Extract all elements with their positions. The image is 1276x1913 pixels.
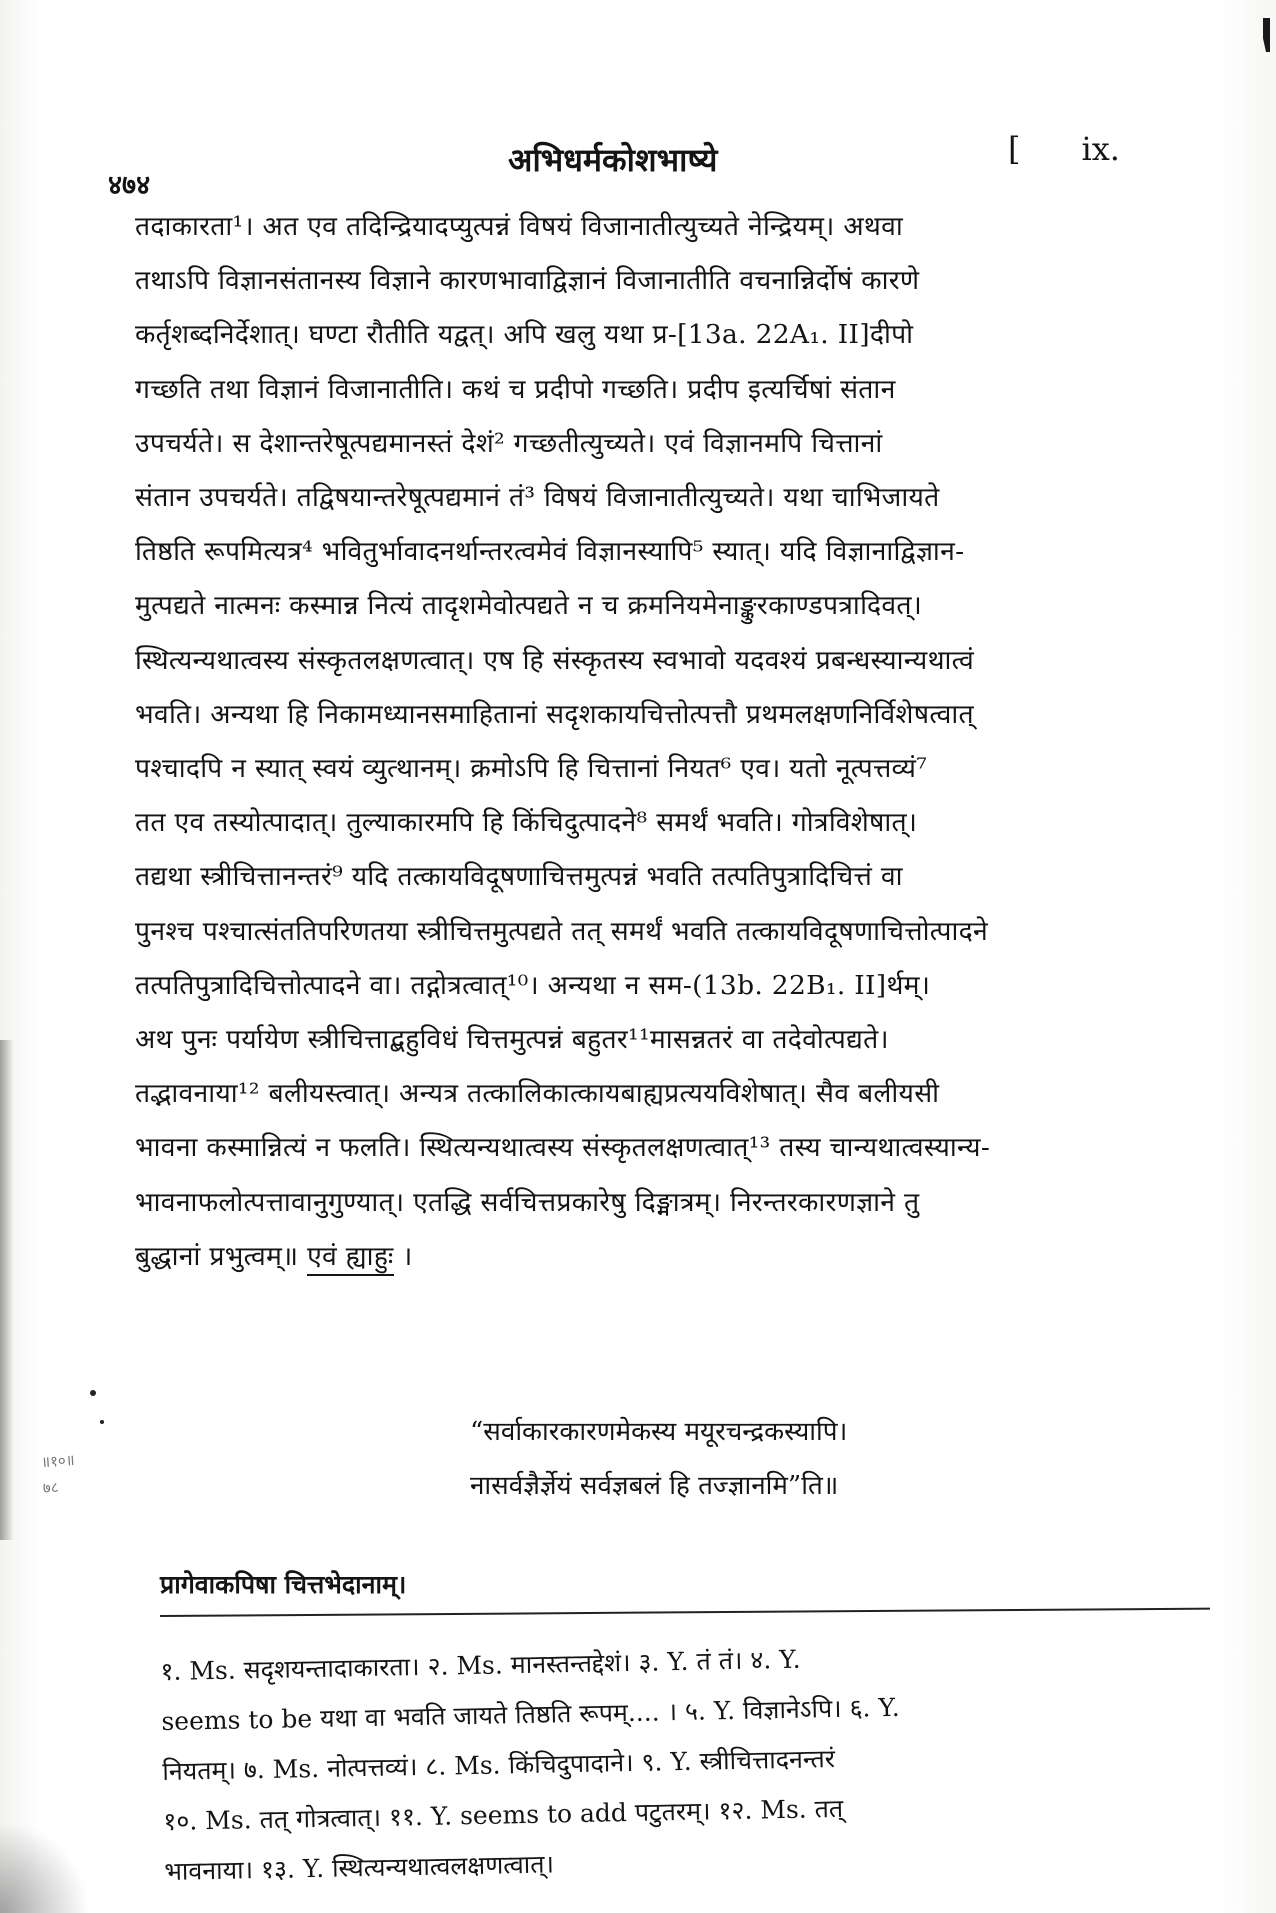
footnote-line: seems to be यथा वा भवति जायते तिष्ठति रूपम्.... । ५. Y. विज्ञानेऽपि। ६. Y.: [161, 1692, 900, 1736]
text-line: भावना कस्मान्नित्यं न फलति। स्थित्यन्यथात्वस्य संस्कृतलक्षणत्वात्¹³ तस्य चान्यथात्वस्यान्य-: [135, 1132, 991, 1164]
text-line: तथाऽपि विज्ञानसंतानस्य विज्ञाने कारणभावाद्विज्ञानं विजानातीति वचनान्निर्दोषं कारणे: [135, 265, 920, 297]
text-line: गच्छति तथा विज्ञानं विजानातीति। कथं च प्रदीपो गच्छति। प्रदीप इत्यर्चिषां संतान: [135, 373, 896, 405]
closing-line: [135, 1230, 1175, 1284]
closing-tail: ।: [402, 1240, 413, 1272]
text-line: उपचर्यते। स देशान्तरेषूत्पद्यमानस्तं देशं² गच्छतीत्युच्यते। एवं विज्ञानमपि चित्तानां: [135, 427, 883, 459]
text-line: तिष्ठति रूपमित्यत्र⁴ भवितुर्भावादनर्थान्तरत्वमेवं विज्ञानस्यापि⁵ स्यात्। यदि विज्ञानाद्विज्ञान-: [135, 536, 965, 568]
text-line: तत एव तस्योत्पादात्। तुल्याकारमपि हि किंचिदुत्पादने⁸ समर्थं भवति। गोत्रविशेषात्।: [135, 807, 918, 839]
verse-line-2: नासर्वज्ञैर्ज्ञेयं सर्वज्ञबलं हि तज्ज्ञानमि”ति॥: [470, 1471, 839, 1501]
text-line: तत्पतिपुत्रादिचित्तोत्पादने वा। तद्गोत्रत्वात्¹⁰। अन्यथा न सम-(13b. 22B₁. II]र्थम्।: [135, 969, 931, 1001]
verse-line-1: “सर्वाकारकारणमेकस्य मयूरचन्द्रकस्यापि।: [470, 1417, 848, 1447]
text-line: भावनाफलोत्पत्तावानुगुण्यात्। एतद्धि सर्वचित्तप्रकारेषु दिङ्मात्रम्। निरन्तरकारणज्ञाने तु: [135, 1186, 920, 1218]
page-number: ४७४: [108, 170, 151, 201]
text-line: भवति। अन्यथा हि निकामध्यानसमाहितानां सदृशकायचित्तोत्पत्तौ प्रथमलक्षणनिर्विशेषत्वात्: [135, 698, 974, 730]
text-line: अथ पुनः पर्यायेण स्त्रीचित्ताद्बहुविधं चित्तमुत्पन्नं बहुतर¹¹मासन्नतरं वा तदेवोत्पद्यते।: [135, 1024, 889, 1056]
footnote-line: नियतम्। ७. Ms. नोत्पत्तव्यं। ८. Ms. किंचिदुपादाने। ९. Y. स्त्रीचित्तादनन्तरं: [162, 1744, 836, 1786]
margin-annotation-line: ७८: [42, 1478, 60, 1498]
footnotes: [160, 1627, 1225, 1897]
main-text: [135, 200, 1175, 1284]
margin-annotation-line: ॥१०॥: [40, 1450, 76, 1472]
section-reference: [ ix.: [1008, 130, 1120, 168]
binding-shadow: [0, 1040, 14, 1540]
footnote-line: १. Ms. सदृशयन्तादाकारता। २. Ms. मानस्तन्तद्देशं। ३. Y. तं तं। ४. Y.: [160, 1644, 801, 1686]
footnote-line: भावनाया। १३. Y. स्थित्यन्यथात्वलक्षणत्वात्।: [164, 1849, 555, 1886]
quoted-verse: [470, 1405, 847, 1513]
footnote-divider: [160, 1608, 1210, 1617]
text-line: कर्तृशब्दनिर्देशात्। घण्टा रौतीति यद्वत्। अपि खलु यथा प्र-[13a. 22A₁. II]दीपो: [135, 319, 914, 351]
closing-lead: बुद्धानां प्रभुत्वम्॥: [135, 1240, 299, 1272]
text-line: संतान उपचर्यते। तद्विषयान्तरेषूत्पद्यमानं तं³ विषयं विजानातीत्युच्यते। यथा चाभिजायते: [135, 482, 940, 514]
text-line: तदाकारता¹। अत एव तदिन्द्रियादप्युत्पन्नं विषयं विजानातीत्युच्यते नेन्द्रियम्। अथवा: [135, 211, 904, 242]
page-header: [108, 130, 1158, 201]
margin-annotation: [40, 1447, 77, 1501]
running-title: अभिधर्मकोशभाष्ये: [508, 141, 718, 179]
corner-scan-mark: [1260, 18, 1270, 52]
text-line: मुत्पद्यते नात्मनः कस्मान्न नित्यं तादृशमेवोत्पद्यते न च क्रमनियमेनाङ्कुरकाण्डपत्रादिवत्।: [135, 590, 923, 622]
footnote-area: [160, 1565, 1210, 1886]
text-line: पुनश्च पश्चात्संततिपरिणतया स्त्रीचित्तमुत्पद्यते तत् समर्थं भवति तत्कायविदूषणाचित्तोत्पादने: [135, 915, 988, 947]
ink-speck: [100, 1420, 104, 1424]
footnote-heading: प्रागेवाकपिषा चित्तभेदानाम्।: [160, 1570, 407, 1599]
text-line: तद्यथा स्त्रीचित्तानन्तरं⁹ यदि तत्कायविदूषणाचित्तमुत्पन्नं भवति तत्पतिपुत्रादिचित्तं वा: [135, 861, 903, 893]
corner-shadow: [0, 1820, 90, 1913]
footnote-line: १०. Ms. तत् गोत्रत्वात्। ११. Y. seems to add पटुतरम्। १२. Ms. तत्: [163, 1793, 844, 1836]
text-line: तद्भावनाया¹² बलीयस्त्वात्। अन्यत्र तत्कालिकात्कायबाह्यप्रत्ययविशेषात्। सैव बलीयसी: [135, 1078, 940, 1110]
text-line: पश्चादपि न स्यात् स्वयं व्युत्थानम्। क्रमोऽपि हि चित्तानां नियत⁶ एव। यतो नूत्पत्तव्यं⁷: [135, 753, 928, 785]
underlined-phrase: एवं ह्याहुः: [307, 1241, 393, 1276]
ink-speck: [90, 1390, 96, 1396]
text-line: स्थित्यन्यथात्वस्य संस्कृतलक्षणत्वात्। एष हि संस्कृतस्य स्वभावो यदवश्यं प्रबन्धस्यान्यथात्वं: [135, 644, 975, 676]
